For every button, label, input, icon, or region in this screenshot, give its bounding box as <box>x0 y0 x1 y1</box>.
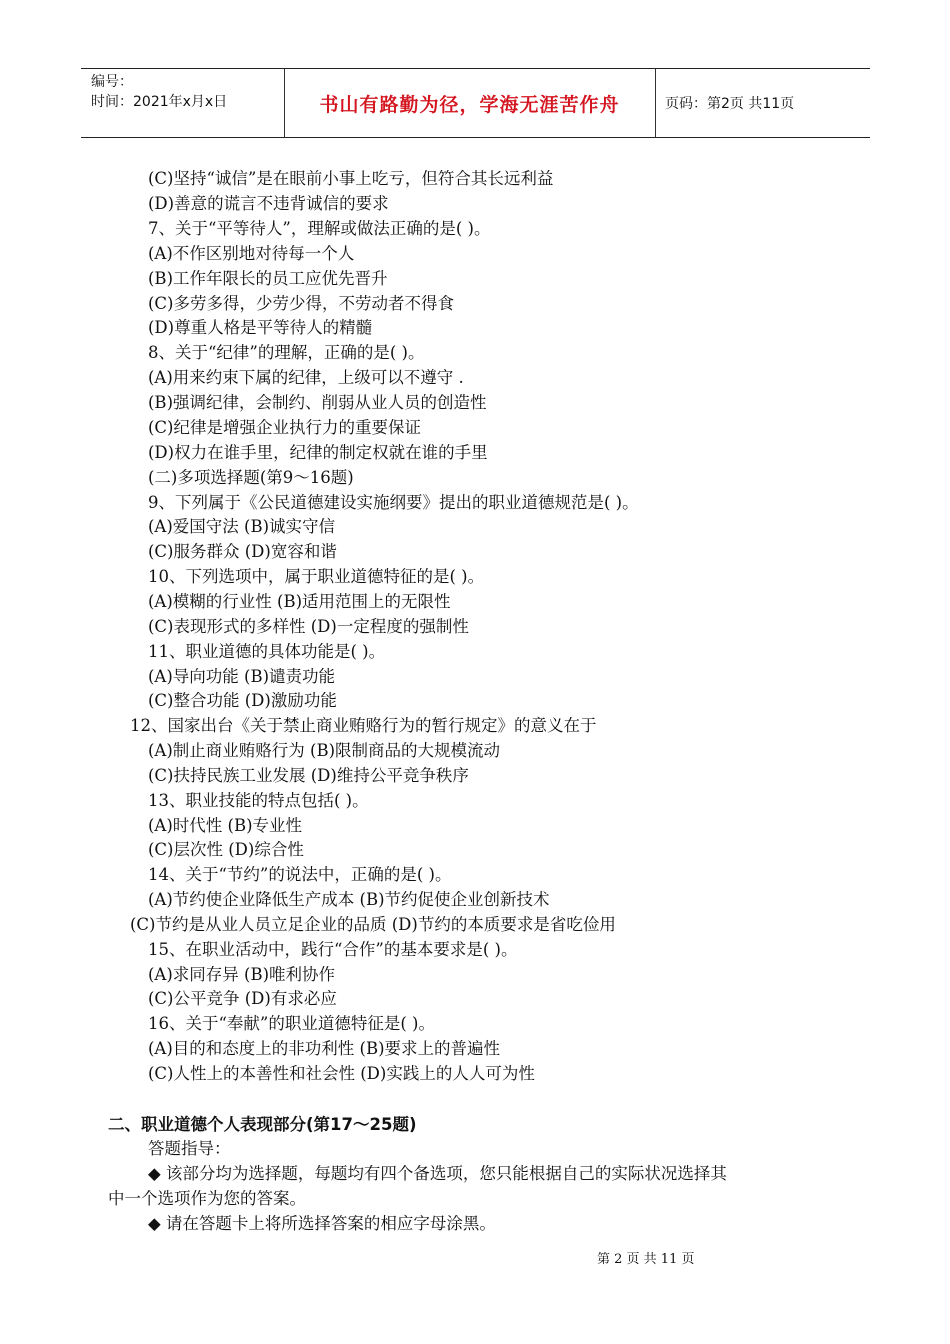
question-line: (D)尊重人格是平等待人的精髓 <box>148 318 373 337</box>
question-line: (A)节约使企业降低生产成本 (B)节约促使企业创新技术 <box>148 890 550 909</box>
header-left-cell <box>81 69 285 137</box>
number-label: 编号： <box>91 74 133 90</box>
page-footer: 第 2 页 共 11 页 <box>597 1252 695 1267</box>
motto: 书山有路勤为径，学海无涯苦作舟 <box>319 93 620 116</box>
question-line: (D)善意的谎言不违背诚信的要求 <box>148 194 389 213</box>
question-line: (A)求同存异 (B)唯利协作 <box>148 965 336 984</box>
question-line: (C)扶持民族工业发展 (D)维持公平竞争秩序 <box>148 766 469 785</box>
question-line: (C)服务群众 (D)宽容和谐 <box>148 542 337 561</box>
page-header <box>81 68 870 138</box>
question-line: 9、下列属于《公民道德建设实施纲要》提出的职业道德规范是( )。 <box>148 493 639 512</box>
question-line: 13、职业技能的特点包括( )。 <box>148 791 369 810</box>
question-line: (A)爱国守法 (B)诚实守信 <box>148 517 336 536</box>
question-line: (A)不作区别地对待每一个人 <box>148 244 355 263</box>
question-line: (A)目的和态度上的非功利性 (B)要求上的普遍性 <box>148 1039 501 1058</box>
question-line: (C)纪律是增强企业执行力的重要保证 <box>148 418 421 437</box>
question-line: 14、关于“节约”的说法中，正确的是( )。 <box>148 865 452 884</box>
question-line: (C)坚持“诚信”是在眼前小事上吃亏，但符合其长远利益 <box>148 169 554 188</box>
answer-guide-label: 答题指导： <box>148 1139 231 1158</box>
question-line: 15、在职业活动中，践行“合作”的基本要求是( )。 <box>148 940 518 959</box>
question-line: 10、下列选项中，属于职业道德特征的是( )。 <box>148 567 485 586</box>
question-line: 12、国家出台《关于禁止商业贿赂行为的暂行规定》的意义在于 <box>130 716 597 735</box>
question-line: (A)时代性 (B)专业性 <box>148 816 303 835</box>
header-motto-cell <box>284 69 656 137</box>
question-line: (B)工作年限长的员工应优先晋升 <box>148 269 388 288</box>
question-line: (C)层次性 (D)综合性 <box>148 840 304 859</box>
question-line: (D)权力在谁手里，纪律的制定权就在谁的手里 <box>148 443 488 462</box>
section-2-title: 二、职业道德个人表现部分(第17～25题) <box>108 1115 417 1134</box>
question-line: (C)人性上的本善性和社会性 (D)实践上的人人可为性 <box>148 1064 535 1083</box>
question-line: 16、关于“奉献”的职业道德特征是( )。 <box>148 1014 435 1033</box>
question-line: (A)模糊的行业性 (B)适用范围上的无限性 <box>148 592 451 611</box>
question-line: 11、职业道德的具体功能是( )。 <box>148 642 386 661</box>
question-line: (C)整合功能 (D)激励功能 <box>148 691 337 710</box>
question-line: (A)制止商业贿赂行为 (B)限制商品的大规模流动 <box>148 741 501 760</box>
question-line: (B)强调纪律，会制约、削弱从业人员的创造性 <box>148 393 487 412</box>
question-line: 7、关于“平等待人”，理解或做法正确的是( )。 <box>148 219 491 238</box>
header-page-cell <box>655 69 870 137</box>
date-label: 时间：2021年x月x日 <box>91 94 228 110</box>
page-code: 页码：第2页 共11页 <box>665 96 795 112</box>
question-line: (C)公平竞争 (D)有求必应 <box>148 989 337 1008</box>
question-line: (C)表现形式的多样性 (D)一定程度的强制性 <box>148 617 469 636</box>
question-line: (A)导向功能 (B)谴责功能 <box>148 667 336 686</box>
question-line: (C)多劳多得，少劳少得，不劳动者不得食 <box>148 294 454 313</box>
question-line: (A)用来约束下属的纪律，上级可以不遵守 . <box>148 368 464 387</box>
guide-bullet-2: ◆ 请在答题卡上将所选择答案的相应字母涂黑。 <box>148 1214 496 1233</box>
guide-bullet-1-cont: 中一个选项作为您的答案。 <box>108 1189 306 1208</box>
question-line: 8、关于“纪律”的理解，正确的是( )。 <box>148 343 425 362</box>
question-line: (C)节约是从业人员立足企业的品质 (D)节约的本质要求是省吃俭用 <box>130 915 616 934</box>
guide-bullet-1: ◆ 该部分均为选择题，每题均有四个备选项，您只能根据自己的实际状况选择其 <box>148 1164 727 1183</box>
question-line: (二)多项选择题(第9～16题) <box>148 468 354 487</box>
